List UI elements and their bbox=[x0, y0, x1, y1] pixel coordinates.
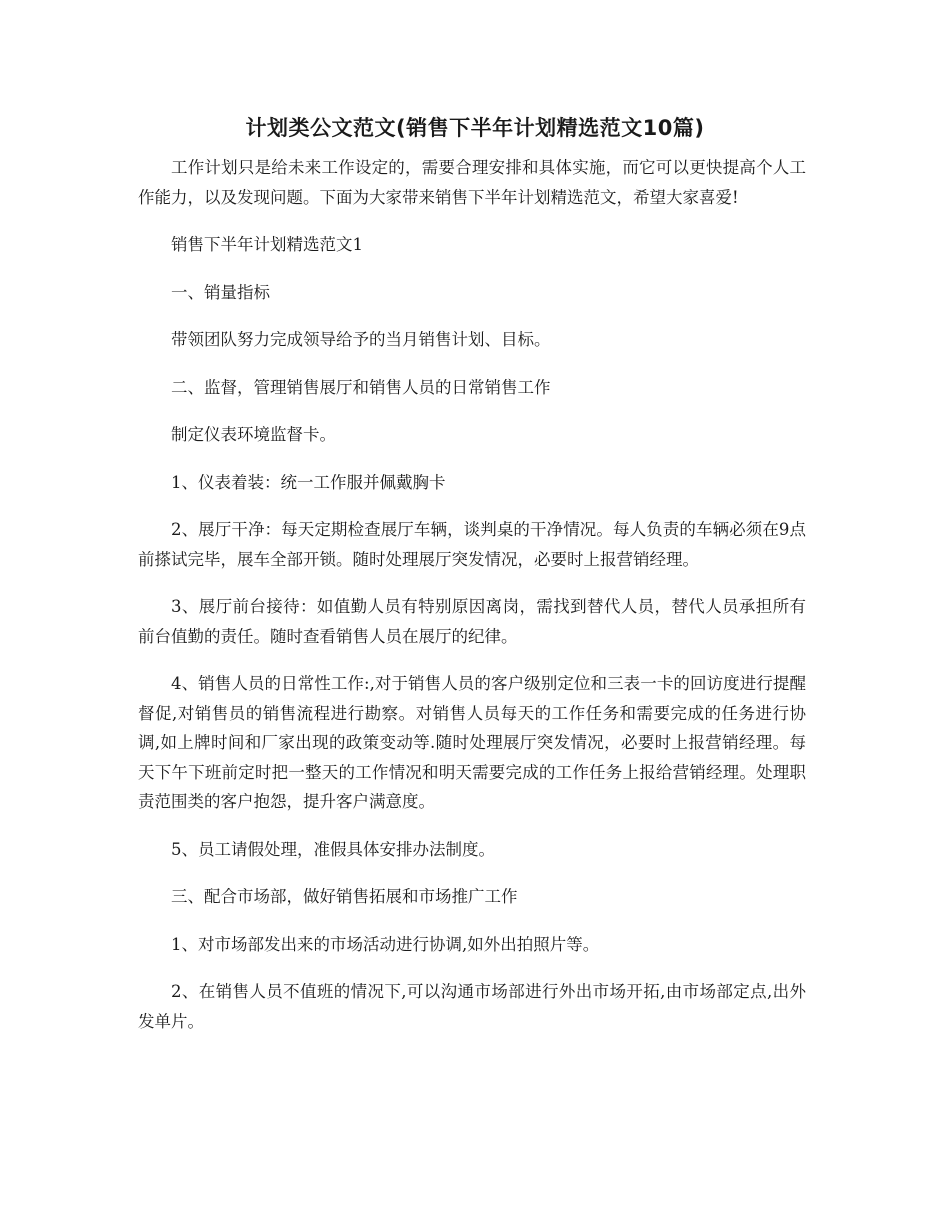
list-item-dress: 1、仪表着装：统一工作服并佩戴胸卡 bbox=[171, 472, 446, 492]
intro-paragraph: 工作计划只是给未来工作设定的，需要合理安排和具体实施，而它可以更快提高个人工作能力，以及发现问题。下面为大家带来销售下半年计划精选范文，希望大家喜爱! bbox=[138, 158, 806, 207]
list-item-showroom-clean: 2、展厅干净：每天定期检查展厅车辆，谈判桌的干净情况。每人负责的车辆必须在9点前搽试完毕，展车全部开锁。随时处理展厅突发情况，必要时上报营销经理。 bbox=[138, 520, 806, 569]
list-item-front-desk: 3、展厅前台接待：如值勤人员有特别原因离岗，需找到替代人员，替代人员承担所有前台值勤的责任。随时查看销售人员在展厅的纪律。 bbox=[138, 597, 806, 646]
list-item-marketing-activity: 1、对市场部发出来的市场活动进行协调,如外出拍照片等。 bbox=[171, 934, 600, 954]
list-item-market-expansion: 2、在销售人员不值班的情况下,可以沟通市场部进行外出市场开拓,由市场部定点,出外发单片。 bbox=[138, 982, 806, 1031]
list-item-leave: 5、员工请假处理，准假具体安排办法制度。 bbox=[171, 839, 495, 859]
section-heading-sample-1: 销售下半年计划精选范文1 bbox=[171, 235, 363, 254]
paragraph-sales-target: 带领团队努力完成领导给予的当月销售计划、目标。 bbox=[171, 330, 551, 349]
heading-marketing: 三、配合市场部，做好销售拓展和市场推广工作 bbox=[171, 887, 518, 906]
heading-sales-target: 一、销量指标 bbox=[171, 282, 270, 302]
heading-supervision: 二、监督，管理销售展厅和销售人员的日常销售工作 bbox=[171, 377, 551, 397]
document-body bbox=[138, 153, 806, 1054]
list-item-daily-work: 4、销售人员的日常性工作:,对于销售人员的客户级别定位和三表一卡的回访度进行提醒督促,对销售员的销售流程进行勘察。对销售人员每天的工作任务和需要完成的任务进行协调,如上牌时间和厂家出现的政策变动等.随时处理展厅突发情况，必要时上报营销经理。每天下午下班前定时把一整天的工作情况和明天需要完成的工作任务上报给营销经理。处理职责范围类的客户抱怨，提升客户满意度。 bbox=[138, 674, 806, 811]
paragraph-supervision-card: 制定仪表环境监督卡。 bbox=[171, 425, 336, 444]
document-title: 计划类公文范文(销售下半年计划精选范文10篇) bbox=[245, 116, 705, 140]
